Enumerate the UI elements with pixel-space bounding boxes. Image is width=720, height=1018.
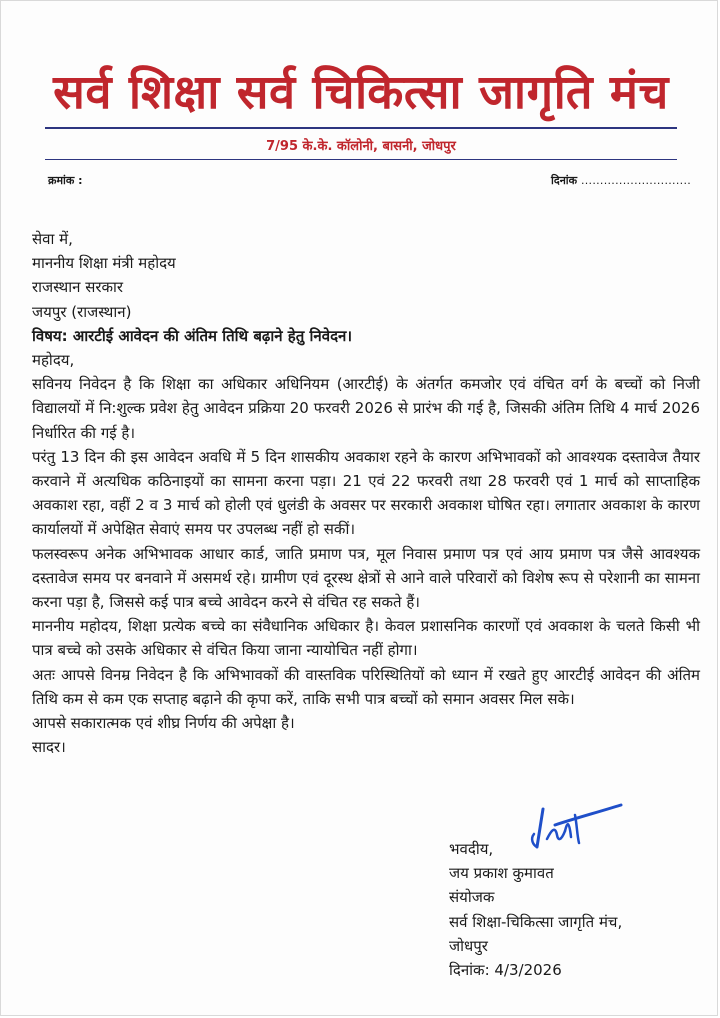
recipient-salutation: सेवा में, [32, 230, 73, 248]
letterhead-divider-top [45, 127, 677, 129]
recipient-line-1: माननीय शिक्षा मंत्री महोदय [32, 254, 176, 273]
reference-number-label: क्रमांक : [48, 174, 83, 187]
recipient-line-2: राजस्थान सरकार [32, 278, 124, 297]
letterhead-divider-bottom [45, 159, 677, 160]
date-blank: ............................. [580, 174, 692, 187]
date-label: दिनांक [551, 174, 578, 187]
letterhead-title: सर्व शिक्षा सर्व चिकित्सा जागृति मंच [53, 65, 669, 120]
letterhead-address: 7/95 के.के. कॉलोनी, बासनी, जोधपुर [266, 139, 456, 154]
letterhead-date-field [551, 173, 691, 188]
letter-greeting: महोदय, [32, 351, 75, 370]
letter-subject: विषय: आरटीई आवेदन की अंतिम तिथि बढ़ाने हेतु निवेदन। [32, 326, 353, 345]
signatory-designation: संयोजक [449, 888, 495, 907]
signature-block [449, 837, 622, 982]
body-paragraph-1: सविनय निवेदन है कि शिक्षा का अधिकार अधिनियम (आरटीई) के अंतर्गत कमजोर एवं वंचित वर्ग के बच्चों को निजी विद्यालयों में नि:शुल्क प्रवेश हेतु आवेदन प्रक्रिया 20 फरवरी 2026 से प्रारंभ की गई है, जिसकी अंतिम तिथि 4 मार्च 2026 निर्धारित की गई है। [32, 375, 700, 442]
signatory-organization: सर्व शिक्षा-चिकित्सा जागृति मंच, [449, 912, 623, 931]
signatory-name: जय प्रकाश कुमावत [449, 864, 554, 883]
body-paragraph-2: परंतु 13 दिन की इस आवेदन अवधि में 5 दिन शासकीय अवकाश रहने के कारण अभिभावकों को आवश्यक दस्तावेज तैयार करवाने में अत्यधिक कठिनाइयों का सामना करना पड़ा। 21 एवं 22 फरवरी तथा 28 फरवरी एवं 1 मार्च को साप्ताहिक अवकाश रहा, वहीं 2 व 3 मार्च को होली एवं धुलंडी के अवसर पर सरकारी अवकाश घोषित रहा। लगातार अवकाश के कारण कार्यालयों में अपेक्षित सेवाएं समय पर उपलब्ध नहीं हो सकीं। [32, 447, 700, 539]
letter-body [32, 227, 700, 759]
body-paragraph-4: माननीय महोदय, शिक्षा प्रत्येक बच्चे का संवैधानिक अधिकार है। केवल प्रशासनिक कारणों एवं अवकाश के चलते किसी भी पात्र बच्चे को उसके अधिकार से वंचित किया जाना न्यायोचित नहीं होगा। [32, 617, 700, 660]
signature-date: दिनांक: 4/3/2026 [449, 961, 562, 980]
body-paragraph-5: अतः आपसे विनम्र निवेदन है कि अभिभावकों की वास्तविक परिस्थितियों को ध्यान में रखते हुए आरटीई आवेदन की अंतिम तिथि कम से कम एक सप्ताह बढ़ाने की कृपा करें, ताकि सभी पात्र बच्चों को समान अवसर मिल सके। [32, 665, 700, 708]
signatory-city: जोधपुर [449, 936, 488, 955]
recipient-line-3: जयपुर (राजस्थान) [32, 302, 132, 321]
body-paragraph-3: फलस्वरूप अनेक अभिभावक आधार कार्ड, जाति प्रमाण पत्र, मूल निवास प्रमाण पत्र एवं आय प्रमाण पत्र जैसे आवश्यक दस्तावेज समय पर बनवाने में असमर्थ रहे। ग्रामीण एवं दूरस्थ क्षेत्रों से आने वाले परिवारों को विशेष रूप से परेशानी का सामना करना पड़ा है, जिससे कई पात्र बच्चे आवेदन करने से वंचित रह सकते हैं। [32, 544, 700, 612]
body-paragraph-6: आपसे सकारात्मक एवं शीघ्र निर्णय की अपेक्षा है। [32, 714, 295, 733]
letter-closing: सादर। [32, 738, 66, 757]
signature-valediction: भवदीय, [449, 840, 494, 858]
